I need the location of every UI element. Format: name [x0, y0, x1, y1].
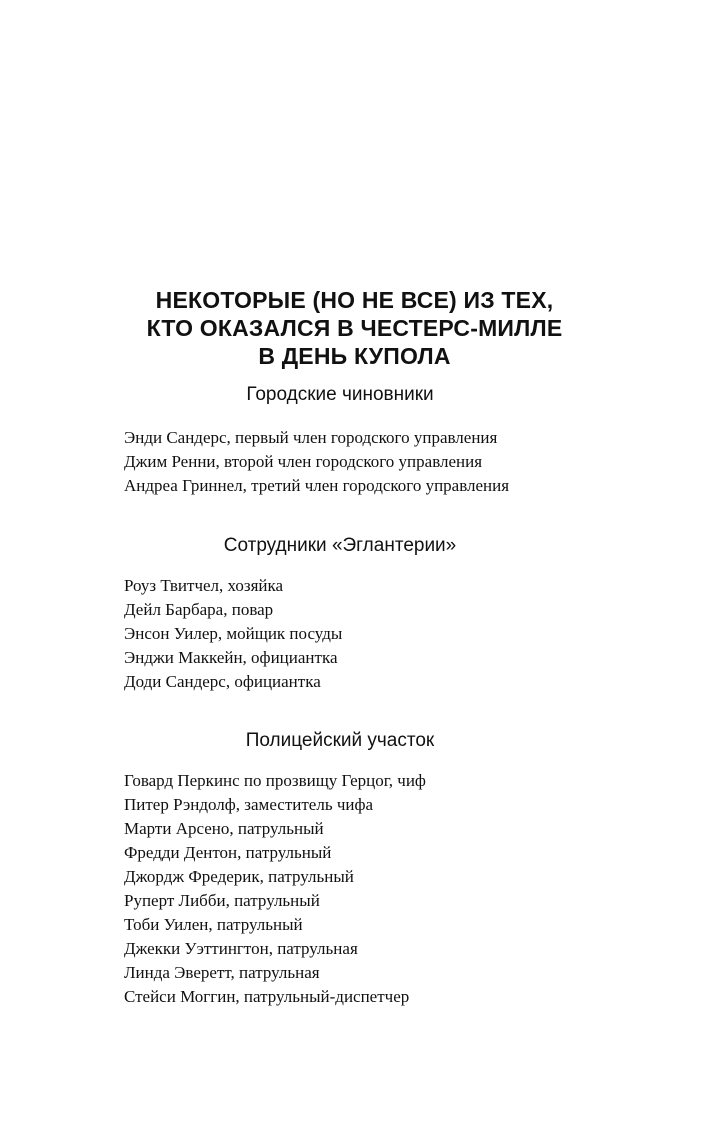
list-item: Энсон Уилер, мойщик посуды — [124, 624, 343, 643]
page-title — [0, 286, 709, 370]
list-item: Джекки Уэттингтон, патрульная — [124, 939, 358, 958]
list-item: Марти Арсено, патрульный — [124, 819, 324, 838]
list-item: Энджи Маккейн, официантка — [124, 648, 338, 667]
police-list — [124, 769, 426, 1009]
list-item: Доди Сандерс, официантка — [124, 672, 321, 691]
list-item: Стейси Моггин, патрульный-диспетчер — [124, 987, 410, 1006]
list-item: Питер Рэндолф, заместитель чифа — [124, 795, 374, 814]
staff-list — [124, 574, 342, 694]
section-heading-officials: Городские чиновники — [246, 384, 434, 405]
list-item: Роуз Твитчел, хозяйка — [124, 576, 284, 595]
list-item: Дейл Барбара, повар — [124, 600, 274, 619]
list-item: Джордж Фредерик, патрульный — [124, 867, 354, 886]
list-item: Джим Ренни, второй член городского управления — [124, 452, 483, 471]
list-item: Говард Перкинс по прозвищу Герцог, чиф — [124, 771, 426, 790]
list-item: Энди Сандерс, первый член городского управления — [124, 428, 498, 447]
list-item: Андреа Гриннел, третий член городского управления — [124, 476, 510, 495]
title-line-2: КТО ОКАЗАЛСЯ В ЧЕСТЕРС-МИЛЛЕ — [146, 315, 563, 341]
section-heading-staff: Сотрудники «Эглантерии» — [223, 535, 457, 556]
title-line-3: В ДЕНЬ КУПОЛА — [258, 343, 451, 369]
title-line-1: НЕКОТОРЫЕ (НО НЕ ВСЕ) ИЗ ТЕХ, — [155, 287, 554, 313]
list-item: Линда Эверетт, патрульная — [124, 963, 320, 982]
section-heading-police: Полицейский участок — [245, 730, 435, 751]
list-item: Руперт Либби, патрульный — [124, 891, 320, 910]
list-item: Фредди Дентон, патрульный — [124, 843, 332, 862]
officials-list — [124, 426, 509, 498]
list-item: Тоби Уилен, патрульный — [124, 915, 303, 934]
